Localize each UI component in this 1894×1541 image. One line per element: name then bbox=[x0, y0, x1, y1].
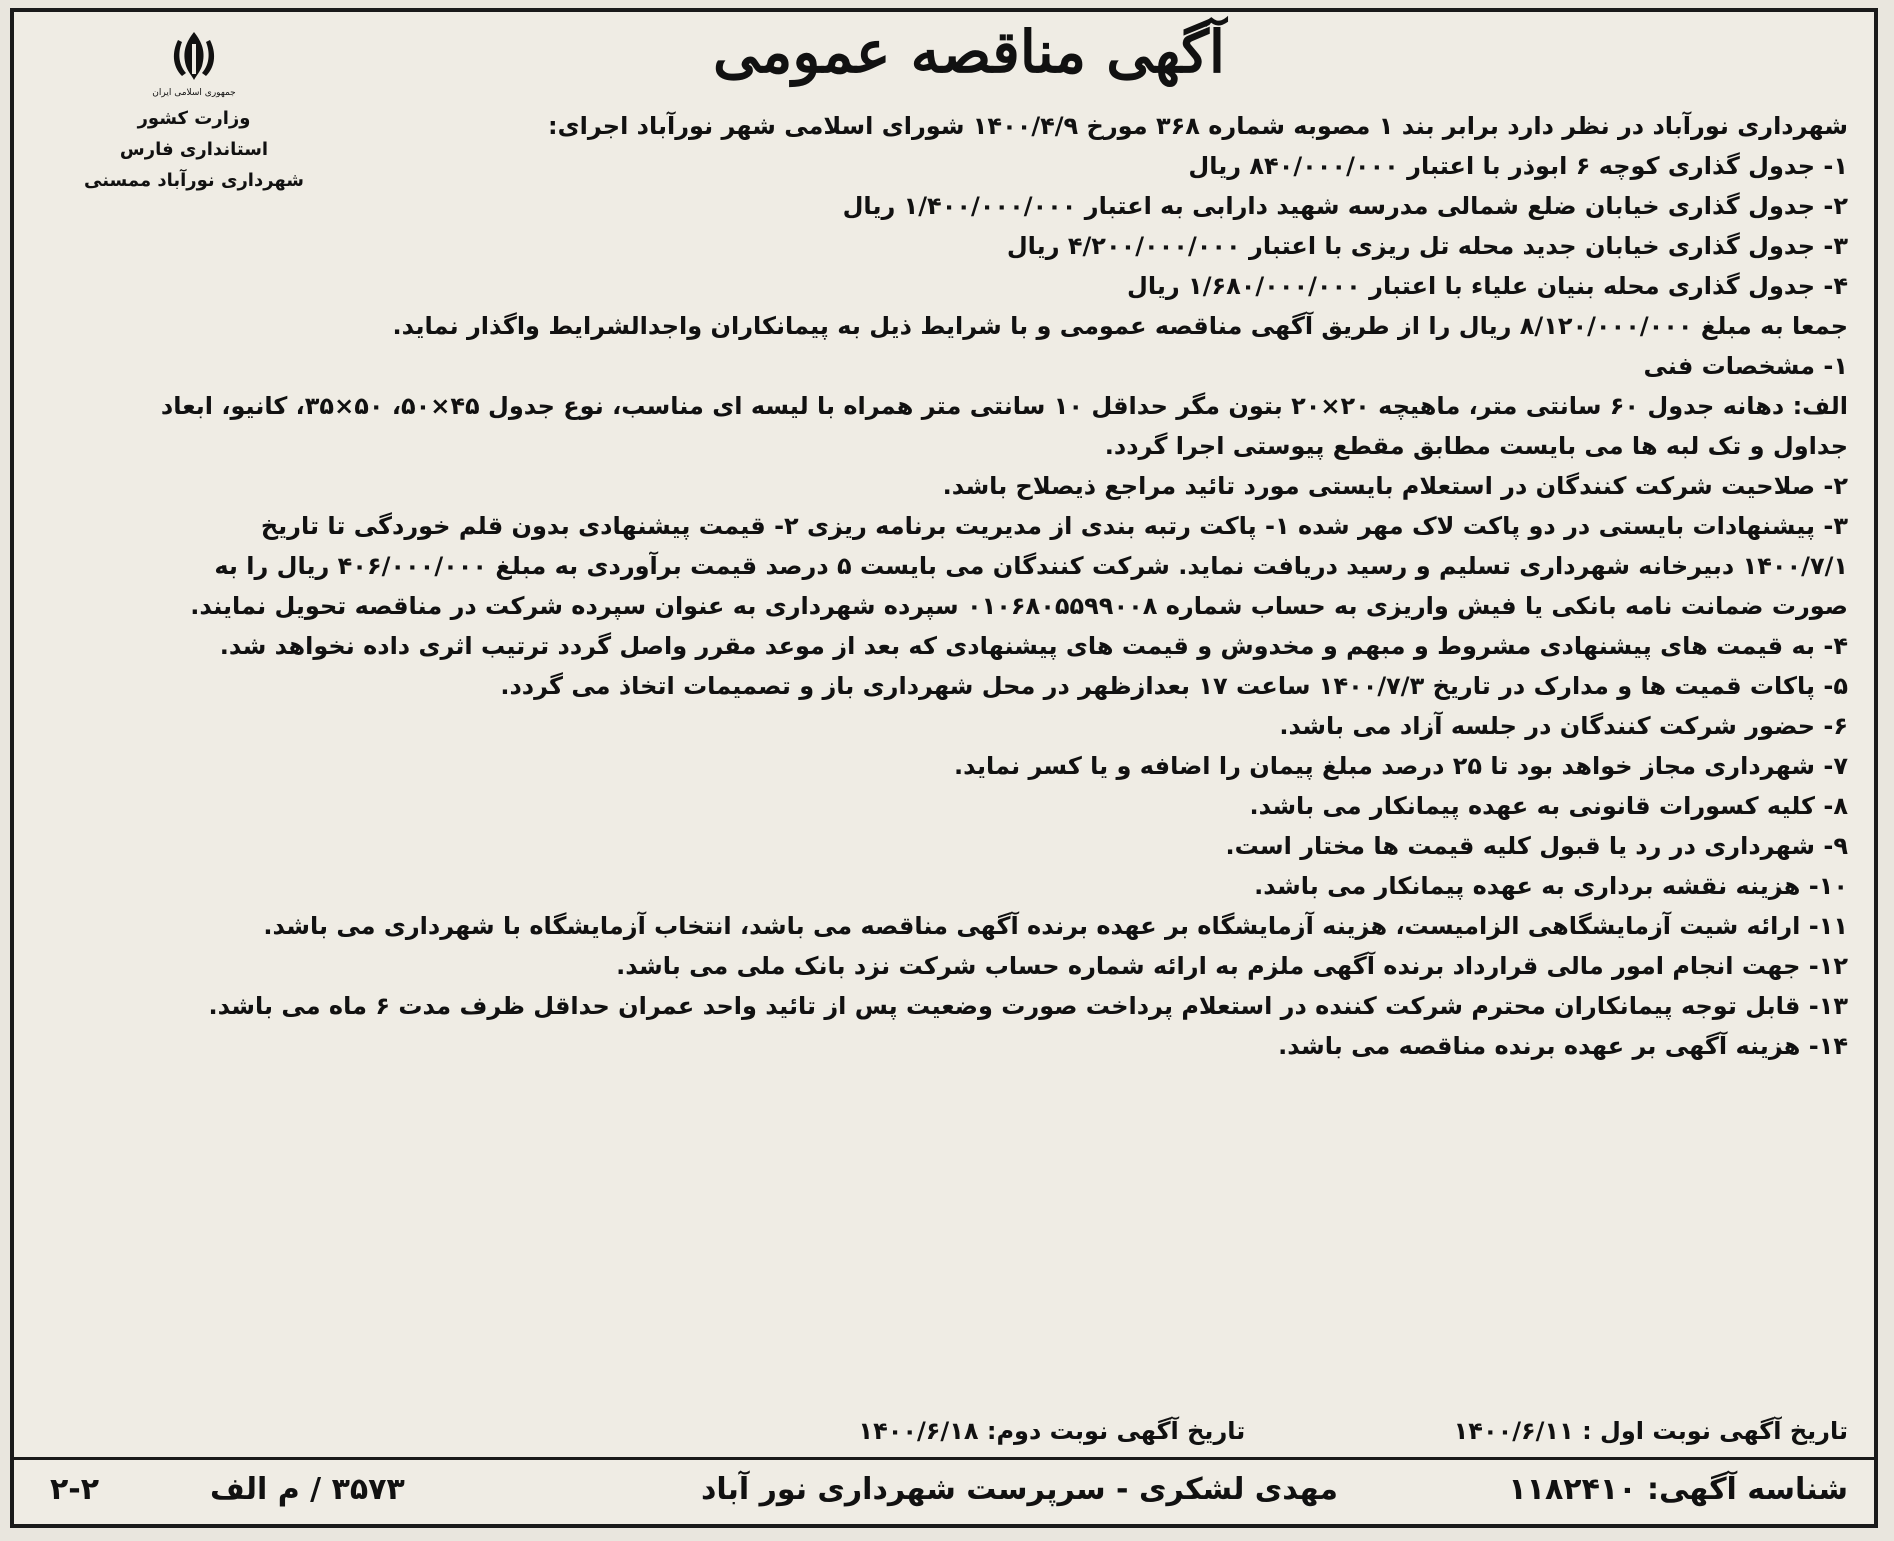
publication-dates bbox=[40, 1417, 1848, 1445]
notice-footer bbox=[40, 1472, 1848, 1516]
body-line: ۱۴۰۰/۷/۱ دبیرخانه شهرداری تسلیم و رسید دریافت نماید. شرکت کنندگان می بایست ۵ درصد قیمت برآوردی به مبلغ ۴۰۶/۰۰۰/۰۰۰ ریال را به bbox=[214, 552, 1848, 580]
footer-divider bbox=[14, 1457, 1874, 1460]
emblem-block bbox=[44, 26, 344, 191]
body-line: جمعا به مبلغ ۸/۱۲۰/۰۰۰/۰۰۰ ریال را از طریق آگهی مناقصه عمومی و با شرایط ذیل به پیمانکاران واجدالشرایط واگذار نماید. bbox=[392, 312, 1848, 340]
body-line: الف: دهانه جدول ۶۰ سانتی متر، ماهیچه ۲۰×۲۰ بتون مگر حداقل ۱۰ سانتی متر همراه با لیسه ای مناسب، نوع جدول ۴۵×۵۰، ۵۰×۳۵، کانیو، ابعاد bbox=[160, 392, 1848, 420]
body-line: جداول و تک لبه ها می بایست مطابق مقطع پیوستی اجرا گردد. bbox=[1104, 432, 1848, 460]
body-line: ۸- کلیه کسورات قانونی به عهده پیمانکار می باشد. bbox=[1249, 792, 1848, 820]
body-line: ۲- صلاحیت شرکت کنندگان در استعلام بایستی مورد تائید مراجع ذیصلاح باشد. bbox=[942, 472, 1848, 500]
body-line: ۴- جدول گذاری محله بنیان علیاء با اعتبار ۱/۶۸۰/۰۰۰/۰۰۰ ریال bbox=[1127, 272, 1848, 300]
body-line: ۴- به قیمت های پیشنهادی مشروط و مبهم و مخدوش و قیمت های پیشنهادی که بعد از موعد مقرر واصل گردد ترتیب اثری داده نخواهد شد. bbox=[219, 632, 1848, 660]
emblem-line-municipality: شهرداری نورآباد ممسنی bbox=[84, 170, 304, 191]
body-line: ۶- حضور شرکت کنندگان در جلسه آزاد می باشد. bbox=[1279, 712, 1848, 740]
body-line: ۱۴- هزینه آگهی بر عهده برنده مناقصه می باشد. bbox=[1278, 1032, 1848, 1060]
emblem-caption: جمهوری اسلامی ایران bbox=[152, 88, 236, 98]
body-line: ۱۰- هزینه نقشه برداری به عهده پیمانکار می باشد. bbox=[1254, 872, 1848, 900]
body-line: ۹- شهرداری در رد یا قبول کلیه قیمت ها مختار است. bbox=[1225, 832, 1848, 860]
first-publication-date: تاریخ آگهی نوبت اول : ۱۴۰۰/۶/۱۱ bbox=[1453, 1417, 1848, 1445]
emblem-line-ministry: وزارت کشور bbox=[137, 108, 251, 129]
body-line: ۳- پیشنهادات بایستی در دو پاکت لاک مهر شده ۱- پاکت رتبه بندی از مدیریت برنامه ریزی ۲- قیمت پیشنهادی بدون قلم خوردگی تا تاریخ bbox=[260, 512, 1848, 540]
body-line: ۱۱- ارائه شیت آزمایشگاهی الزامیست، هزینه آزمایشگاه بر عهده برنده آگهی مناقصه می باشد، انتخاب آزمایشگاه با شهرداری می باشد. bbox=[263, 912, 1848, 940]
reference-number: ۳۵۷۳ / م الف bbox=[210, 1472, 405, 1507]
body-line: ۳- جدول گذاری خیابان جدید محله تل ریزی با اعتبار ۴/۲۰۰/۰۰۰/۰۰۰ ریال bbox=[1006, 232, 1848, 260]
page-number: ۲-۲ bbox=[50, 1472, 100, 1507]
notice-page bbox=[10, 8, 1878, 1528]
body-line: ۵- پاکات قمیت ها و مدارک در تاریخ ۱۴۰۰/۷/۳ ساعت ۱۷ بعدازظهر در محل شهرداری باز و تصمیمات اتخاذ می گردد. bbox=[500, 672, 1848, 700]
notice-title: آگهی مناقصه عمومی bbox=[712, 18, 1226, 86]
ad-id: شناسه آگهی: ۱۱۸۲۴۱۰ bbox=[1508, 1472, 1848, 1507]
body-line: ۱- مشخصات فنی bbox=[1643, 352, 1848, 380]
body-line: ۱۳- قابل توجه پیمانکاران محترم شرکت کننده در استعلام پرداخت صورت وضعیت پس از تائید واحد عمران حداقل ظرف مدت ۶ ماه می باشد. bbox=[208, 992, 1848, 1020]
body-line: ۷- شهرداری مجاز خواهد بود تا ۲۵ درصد مبلغ پیمان را اضافه و یا کسر نماید. bbox=[954, 752, 1848, 780]
iran-emblem-icon bbox=[164, 26, 224, 86]
second-publication-date: تاریخ آگهی نوبت دوم: ۱۴۰۰/۶/۱۸ bbox=[858, 1417, 1246, 1445]
body-line: ۲- جدول گذاری خیابان ضلع شمالی مدرسه شهید دارابی به اعتبار ۱/۴۰۰/۰۰۰/۰۰۰ ریال bbox=[842, 192, 1848, 220]
body-line: ۱۲- جهت انجام امور مالی قرارداد برنده آگهی ملزم به ارائه شماره حساب شرکت نزد بانک ملی می باشد. bbox=[616, 952, 1848, 980]
signer: مهدی لشکری - سرپرست شهرداری نور آباد bbox=[700, 1472, 1338, 1507]
body-line: شهرداری نورآباد در نظر دارد برابر بند ۱ مصوبه شماره ۳۶۸ مورخ ۱۴۰۰/۴/۹ شورای اسلامی شهر نورآباد اجرای: bbox=[548, 112, 1848, 140]
body-line: صورت ضمانت نامه بانکی یا فیش واریزی به حساب شماره ۰۱۰۶۸۰۵۵۹۹۰۰۸ سپرده شهرداری به عنوان سپرده شرکت در مناقصه تحویل نمایند. bbox=[190, 592, 1848, 620]
emblem-line-governorate: استانداری فارس bbox=[119, 139, 269, 160]
body-line: ۱- جدول گذاری کوچه ۶ ابوذر با اعتبار ۸۴۰/۰۰۰/۰۰۰ ریال bbox=[1188, 152, 1848, 180]
